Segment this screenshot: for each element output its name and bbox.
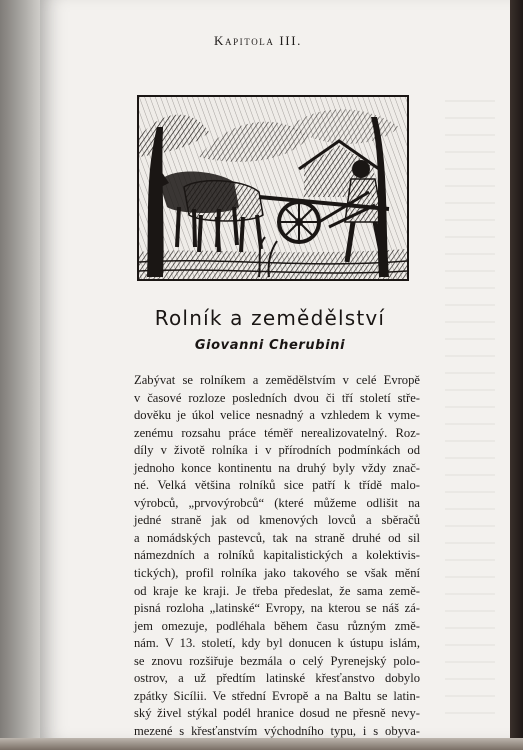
text-line: tických), profil rolníka jako takového se však mění [134,566,420,581]
text-line: zpátky Sicílii. Ve střední Evropě a na Baltu se latin- [134,688,420,703]
text-line: ostrov, a už předtím latinské křesťanstvo dobylo [134,671,420,686]
text-line: mezené s křesťanstvím východního typu, i s obyva- [134,723,420,738]
chapter-title: Rolník a zemědělství [154,306,386,330]
text-line: díly v životě rolníka i v přírodních podmínkách od [134,443,420,458]
text-line: se znovu rozšiřuje bezmála o celý Pyrenejský polo- [134,653,420,668]
text-line: zenému rozsahu práce téměř nerealizovatelný. Roz- [134,425,420,440]
chapter-author: Giovanni Cherubini [194,338,346,353]
text-line: jednoho konce kontinentu na druhý byly vždy znač- [134,460,420,475]
text-line: né. Velká většina rolníků sice patří k třídě malo- [134,478,420,493]
text-line: ský živel stýkal podél hranice dosud ne přesně nevy- [134,706,420,721]
running-head: Kapitola III. [213,33,302,48]
text-line: výrobců, „prvovýrobců“ (které můžeme odlišit na [134,495,420,510]
woodcut-ploughing-icon [137,95,409,281]
text-line: od kraje ke kraji. Je třeba předeslat, že sama země- [134,583,420,598]
page-edge [510,0,523,750]
text-line: pisná rozloha „latinské“ Evropy, na kterou se náš zá- [134,601,420,616]
text-line: dověku je úkol velice nesnadný a vzhledem k vyme- [134,408,420,423]
text-line: námezdních a rolníků kapitalistických a kolektivis- [134,548,420,563]
text-line: jedné straně jak od kmenových lovců a sběračů [134,513,420,528]
text-line: v časové rozloze posledních dvou či tří století stře- [134,390,420,405]
text-line: nám. V 13. století, kdy byl donucen k ústupu islám, [134,636,420,651]
show-through-text [445,85,495,725]
text-line: a nomádských pastevců, tak na straně druhé od sil [134,530,420,545]
text-line: Zabývat se rolníkem a zemědělstvím v celé Evropě [134,373,420,387]
text-line: jem omezuje, podléhala během času různým změ- [134,618,420,633]
body-paragraph [134,372,420,740]
